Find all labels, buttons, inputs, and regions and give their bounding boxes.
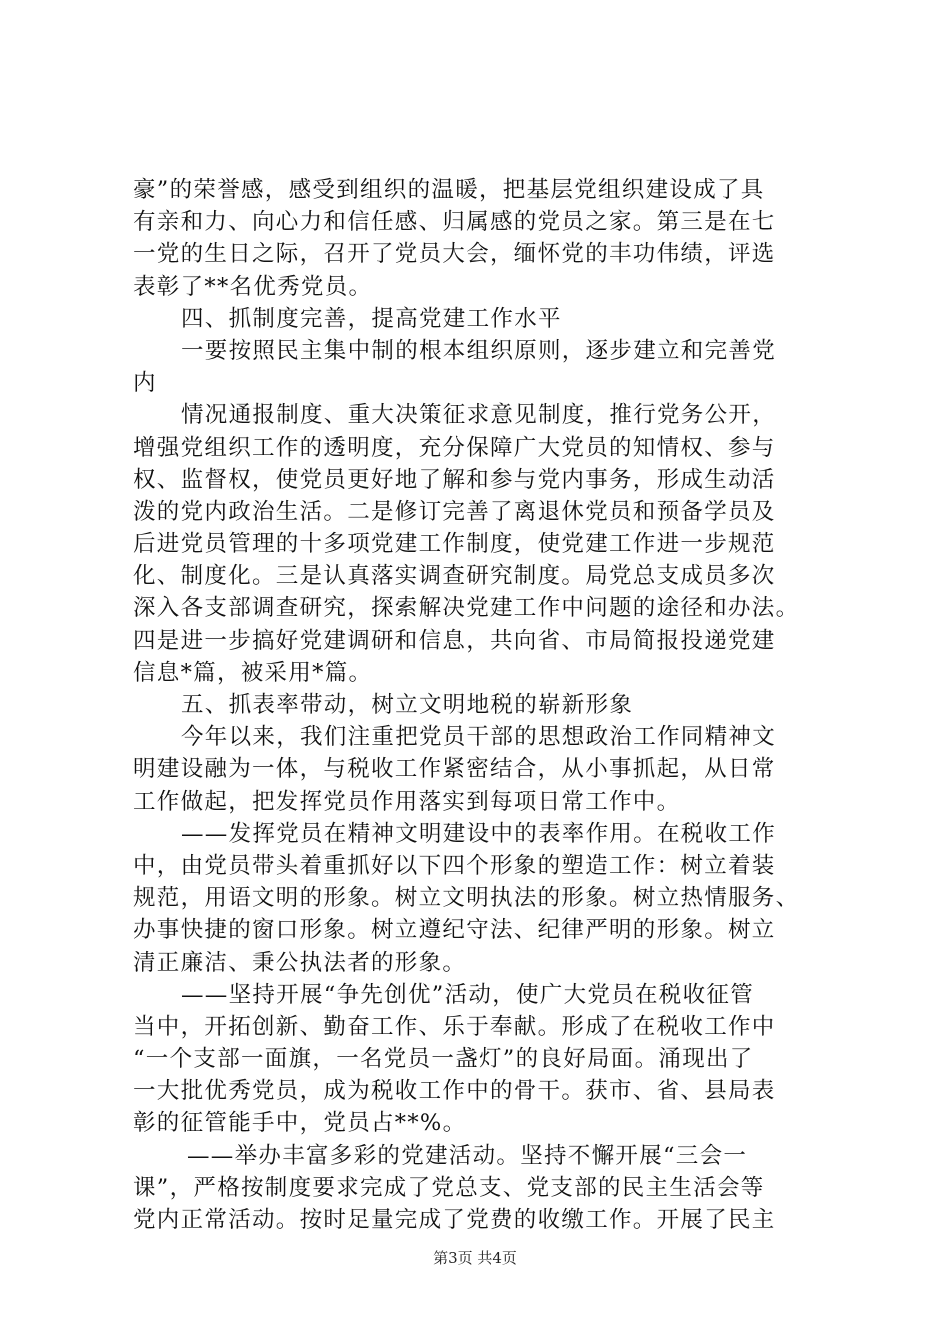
text-line: 后进党员管理的十多项党建工作制度，使党建工作进一步规范 [133,531,776,558]
text-line: 今年以来，我们注重把党员干部的思想政治工作同精神文 [181,724,777,751]
text-line: 泼的党内政治生活。二是修订完善了离退休党员和预备学员及 [133,498,776,525]
text-line: ——发挥党员在精神文明建设中的表率作用。在税收工作 [181,820,777,847]
text-line: 有亲和力、向心力和信任感、归属感的党员之家。第三是在七 [133,209,776,236]
text-line: 党内正常活动。按时足量完成了党费的收缴工作。开展了民主 [133,1207,776,1233]
text-line: 信息*篇，被采用*篇。 [133,659,373,686]
text-line: 情况通报制度、重大决策征求意见制度，推行党务公开， [181,402,777,429]
text-line: 办事快捷的窗口形象。树立遵纪守法、纪律严明的形象。树立 [133,917,776,944]
text-line: 表彰了**名优秀党员。 [133,273,373,300]
text-line: 规范，用语文明的形象。树立文明执法的形象。树立热情服务、 [133,885,800,912]
page-number-label: 第3页 共4页 [433,1249,517,1267]
document-body [133,174,833,1236]
text-line: 当中，开拓创新、勤奋工作、乐于奉献。形成了在税收工作中 [133,1013,776,1040]
text-line: 一要按照民主集中制的根本组织原则，逐步建立和完善党 [181,337,777,364]
text-line: 豪”的荣誉感，感受到组织的温暖，把基层党组织建设成了具 [133,177,765,203]
text-line: “一个支部一面旗，一名党员一盏灯”的良好局面。涌现出了 [133,1046,754,1073]
text-line: ——坚持开展“争先创优”活动，使广大党员在税收征管 [181,981,755,1008]
section-heading: 四、抓制度完善，提高党建工作水平 [181,305,562,332]
text-line: 中，由党员带头着重抓好以下四个形象的塑造工作：树立着装 [133,852,776,879]
text-line: 彰的征管能手中，党员占**%。 [133,1110,467,1137]
text-line: 四是进一步搞好党建调研和信息，共向省、市局简报投递党建 [133,627,776,654]
text-line: 明建设融为一体，与税收工作紧密结合，从小事抓起，从日常 [133,756,776,783]
text-line: 内 [133,370,157,397]
text-line: 权、监督权，使党员更好地了解和参与党内事务，形成生动活 [133,466,776,493]
text-line: 一党的生日之际，召开了党员大会，缅怀党的丰功伟绩，评选 [133,241,776,268]
text-line: 工作做起，把发挥党员作用落实到每项日常工作中。 [133,788,681,815]
text-line: 增强党组织工作的透明度，充分保障广大党员的知情权、参与 [133,434,776,461]
text-line: 清正廉洁、秉公执法者的形象。 [133,949,467,976]
text-line: ——举办丰富多彩的党建活动。坚持不懈开展“三会一 [187,1142,748,1169]
text-line: 课”，严格按制度要求完成了党总支、党支部的民主生活会等 [133,1174,765,1201]
section-heading: 五、抓表率带动，树立文明地税的崭新形象 [181,692,634,718]
text-line: 深入各支部调查研究，探索解决党建工作中问题的途径和办法。 [133,595,800,622]
page-footer [0,1248,950,1268]
text-line: 化、制度化。三是认真落实调查研究制度。局党总支成员多次 [133,563,776,590]
text-line: 一大批优秀党员，成为税收工作中的骨干。获市、省、县局表 [133,1078,776,1105]
